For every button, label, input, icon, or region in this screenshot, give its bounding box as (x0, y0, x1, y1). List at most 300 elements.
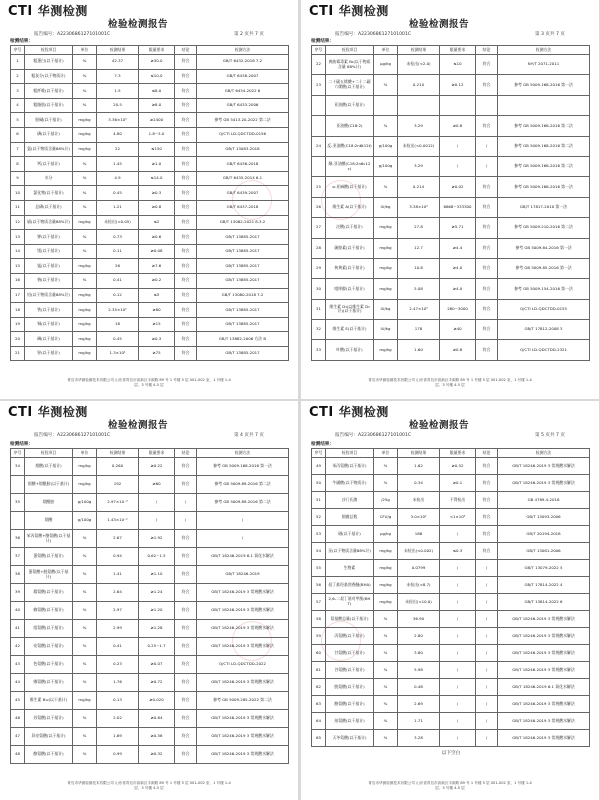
table-cell: 9 (11, 171, 25, 186)
table-cell: % (374, 177, 398, 197)
table-cell: 符合 (175, 620, 197, 638)
table-row (11, 332, 289, 347)
table-cell: / (197, 512, 289, 530)
footer-address: 青岛市华测检测技术有限公司 山东省青岛市高新区丰源路 89 号 1 号楼 5 层 001-002 室、1 号楼 1-4 (67, 378, 231, 382)
table-cell: GB/T 18246-2019 3 常规酸水解法 (498, 611, 590, 628)
table-cell: 3.38×10⁴ (398, 197, 440, 217)
table-cell: 22 (312, 55, 326, 75)
table-cell: / (476, 662, 498, 679)
table-cell: GB/T 17812-2008 3 (498, 320, 590, 340)
table-cell: 镁(以干基计) (25, 244, 73, 259)
table-cell: 铜(以干基计) (25, 317, 73, 332)
table-cell: 胱氨酸(以干基计) (326, 679, 374, 696)
table-cell: 粗蛋白(以干基计) (25, 55, 73, 70)
table-cell: 20.5 (97, 98, 139, 113)
table-cell: % (73, 548, 97, 566)
table-cell: 烟酸(以干基计) (25, 458, 73, 476)
table-row (312, 218, 590, 238)
table-row (312, 696, 590, 713)
table-cell: 2.97 (97, 602, 139, 620)
table-cell: 亚油酸(C18:2) (326, 116, 374, 136)
table-cell: 酪氨酸(以干基计) (326, 696, 374, 713)
table-cell: ≥0.12 (440, 75, 476, 95)
table-cell: 7 (11, 142, 25, 157)
table-cell: 丝氨酸(以干基计) (326, 713, 374, 730)
table-cell: 胆碱(以干基计) (25, 113, 73, 128)
table-row (11, 602, 289, 620)
table-cell: 48 (11, 746, 25, 764)
table-cell: 25 (312, 177, 326, 197)
table-cell: 符合 (175, 346, 197, 361)
table-row (312, 279, 590, 299)
footer-address: 青岛市华测检测技术有限公司 山东省青岛市高新区丰源路 89 号 1 号楼 5 层 001-002 室、1 号楼 1-4 (67, 781, 231, 785)
table-cell: 0.94 (97, 548, 139, 566)
cti-logo (309, 403, 389, 420)
table-cell: 186 (398, 526, 440, 543)
table-cell: GB/T 6436-2018 (197, 157, 289, 172)
table-row (11, 244, 289, 259)
column-header: 检测方法 (197, 46, 289, 55)
table-cell: 34 (11, 458, 25, 476)
table-cell: 2.35×10² (97, 303, 139, 318)
page-footer (8, 781, 290, 791)
table-cell: 56 (312, 577, 326, 594)
table-cell: ≤5 (139, 288, 175, 303)
table-cell: / (476, 577, 498, 594)
table-cell: ≥0.8 (440, 340, 476, 360)
table-cell: % (73, 566, 97, 584)
table-cell: / (440, 526, 476, 543)
table-cell: ≥0.22 (139, 458, 175, 476)
table-cell: GB/T 18246-2019 3 常规酸水解法 (498, 713, 590, 730)
table-cell: 1.45 (97, 157, 139, 172)
table-cell: GB/T 18246-2019 3 常规酸水解法 (498, 475, 590, 492)
table-cell: ≥0.2 (139, 273, 175, 288)
table-cell: 52 (312, 509, 326, 526)
table-cell: 顺-亚油酸(C18:2n6c12c) (326, 156, 374, 176)
table-cell: 50 (312, 475, 326, 492)
table-cell: 蛋氨酸(以干基计) (25, 548, 73, 566)
table-cell: 亚油酸(以干基计) (326, 95, 374, 115)
table-cell: GB/T 18246-2019 3 常规酸水解法 (197, 638, 289, 656)
table-cell: 符合 (175, 548, 197, 566)
table-cell: 24 (312, 136, 326, 156)
table-cell: 参考 GB 5009.168-2016 第一法 (197, 458, 289, 476)
table-cell: 5.08 (398, 279, 440, 299)
table-cell: 参考 GB 5009.210-2016 第二法 (498, 218, 590, 238)
table-cell: % (73, 584, 97, 602)
table-cell: 4 (11, 98, 25, 113)
cti-logo (8, 2, 88, 19)
table-cell: ≥4.4 (440, 238, 476, 258)
table-cell: 氯(以干物质含量88%计) (25, 142, 73, 157)
table-cell: 符合 (476, 458, 498, 475)
table-row (11, 512, 289, 530)
table-cell: 62 (312, 679, 326, 696)
table-cell: ≤8.0 (139, 84, 175, 99)
table-cell: / (440, 713, 476, 730)
table-cell: 铅(以干物质含量88%计) (25, 288, 73, 303)
table-cell: 60 (312, 645, 326, 662)
logo-latin: CTI (8, 405, 33, 420)
table-cell: 14 (11, 244, 25, 259)
table-cell: ≥2400 (139, 113, 175, 128)
table-cell: GB/T 17817-2010 第一法 (498, 197, 590, 217)
table-cell: / (139, 512, 175, 530)
table-cell: 符合 (476, 543, 498, 560)
table-cell: ≥75 (139, 346, 175, 361)
table-cell: % (73, 69, 97, 84)
table-row (312, 713, 590, 730)
table-cell: 280~3000 (440, 299, 476, 319)
footer-address: 青岛市华测检测技术有限公司 山东省青岛市高新区丰源路 89 号 1 号楼 5 层 001-002 室、1 号楼 1-4 (368, 781, 532, 785)
table-cell: % (73, 530, 97, 548)
table-cell: 26 (312, 197, 326, 217)
table-cell: / (440, 156, 476, 176)
table-cell: 泛酸(以干基计) (326, 218, 374, 238)
table-cell: 谷氨酸(以干基计) (326, 662, 374, 679)
table-cell: 符合 (476, 218, 498, 238)
column-header: 限量要求 (440, 449, 476, 458)
table-cell: 总磷(以干基计) (25, 200, 73, 215)
table-cell: 符合 (175, 530, 197, 548)
table-cell: 6 (11, 127, 25, 142)
column-header: 检测方法 (498, 46, 590, 55)
table-cell: 符合 (476, 492, 498, 509)
table-cell: mg/kg (73, 476, 97, 494)
table-cell: GB/T 13885-2017 (197, 303, 289, 318)
table-row (312, 299, 590, 319)
table-cell: 6668~333300 (440, 197, 476, 217)
table-cell: / (440, 577, 476, 594)
table-cell: mg/kg (374, 238, 398, 258)
table-cell: 16 (11, 273, 25, 288)
table-cell: 参考 GB 5009.89-2016 第二法 (197, 494, 289, 512)
table-cell: / (139, 494, 175, 512)
table-cell: 符合 (476, 320, 498, 340)
table-cell: 27.8 (398, 218, 440, 238)
table-cell: 符合 (175, 244, 197, 259)
table-cell: 2.02 (97, 710, 139, 728)
table-cell: 碘(以干基计) (25, 332, 73, 347)
table-cell: 2,6-二叔丁基对甲酚(BHT) (326, 594, 374, 611)
table-cell: 参考 GB 5009.85-2016 第一法 (498, 258, 590, 278)
table-cell: GB/T 6439-2007 (197, 186, 289, 201)
table-row (312, 116, 590, 136)
table-row (11, 346, 289, 361)
table-cell: ≥30.0 (139, 55, 175, 70)
table-cell: 58 (312, 611, 326, 628)
table-cell: 10 (11, 186, 25, 201)
results-table (311, 448, 590, 747)
table-cell: 10.8 (398, 258, 440, 278)
table-cell: 12 (11, 215, 25, 230)
table-cell: / (476, 611, 498, 628)
table-cell: GB/T 18246-2019 6.1 氧化水解法 (498, 679, 590, 696)
report-title: 检验检测报告 (409, 420, 470, 431)
table-cell: 符合 (175, 746, 197, 764)
table-cell: 参考 GB 5009.168-2016 第一法 (498, 75, 590, 95)
table-cell: 参考 GB 5009.89-2016 第二法 (197, 476, 289, 494)
table-cell: ≥0.8 (139, 200, 175, 215)
table-cell: 锰(以干基计) (25, 259, 73, 274)
table-cell: ≥1.92 (139, 530, 175, 548)
table-cell: ≥0.32 (139, 746, 175, 764)
table-cell: / (440, 628, 476, 645)
table-cell: μg/kg (374, 526, 398, 543)
table-cell: 符合 (175, 303, 197, 318)
table-cell: GB/T 6432-2018 7.2 (197, 55, 289, 70)
table-cell: 参考 GB 5009.154-2016 第一法 (498, 279, 590, 299)
table-cell: ≥1.10 (139, 566, 175, 584)
table-cell: 0.73 (97, 230, 139, 245)
table-cell: ≥1.24 (139, 584, 175, 602)
table-cell: 参考 GB 5009.168-2016 第一法 (498, 177, 590, 197)
table-cell: ≥0.1 (440, 475, 476, 492)
table-cell: % (73, 244, 97, 259)
table-header-row (11, 449, 289, 458)
table-cell: ≥60 (139, 476, 175, 494)
page-header (309, 403, 591, 431)
table-cell: 0.13 (97, 692, 139, 710)
table-cell: mg/kg (73, 113, 97, 128)
table-cell: / (440, 696, 476, 713)
table-cell: 符合 (175, 638, 197, 656)
table-cell: 符合 (476, 299, 498, 319)
table-cell: 17 (11, 288, 25, 303)
table-cell: ≥0.8 (440, 116, 476, 136)
table-cell: % (73, 620, 97, 638)
table-cell: mg/kg (73, 458, 97, 476)
table-cell: 苯丙氨酸(以干基计) (326, 458, 374, 475)
column-header: 结论 (175, 46, 197, 55)
table-cell: GB/T 13885-2017 (197, 244, 289, 259)
table-cell: mg/kg (374, 543, 398, 560)
table-cell: 42.37 (97, 55, 139, 70)
table-cell: 符合 (175, 215, 197, 230)
section-label: 检测结果： (10, 442, 33, 447)
table-row (312, 136, 590, 156)
table-cell: 符合 (175, 55, 197, 70)
table-cell: 钾(以干基计) (25, 230, 73, 245)
table-cell: 吡哆醇(以干基计) (326, 279, 374, 299)
table-row (312, 475, 590, 492)
table-cell: 22 (97, 142, 139, 157)
table-cell: ≥15 (139, 317, 175, 332)
table-cell: 粗脂肪(以干基计) (25, 98, 73, 113)
table-cell: GB/T 18246-2019 3 常规酸水解法 (197, 602, 289, 620)
table-cell: % (73, 746, 97, 764)
table-cell: 18 (97, 317, 139, 332)
table-cell: 维生素 B₁₂(以干基计) (25, 692, 73, 710)
table-cell: 41 (11, 620, 25, 638)
table-cell: ≥0.08 (139, 244, 175, 259)
table-cell: 参考 GB 5009.285-2022 第二法 (197, 692, 289, 710)
table-cell: 沙门氏菌 (326, 492, 374, 509)
table-cell: mg/kg (73, 346, 97, 361)
table-row (11, 692, 289, 710)
table-cell: 精氨酸(以干基计) (25, 584, 73, 602)
table-row (11, 317, 289, 332)
table-cell: 符合 (175, 332, 197, 347)
table-cell: 33 (312, 340, 326, 360)
table-cell: GB/T 18246-2019 3 常规酸水解法 (197, 728, 289, 746)
table-cell: 符合 (175, 259, 197, 274)
table-cell: GB/T 13814-2022 6 (498, 594, 590, 611)
table-cell: 26 (97, 259, 139, 274)
table-cell: mg/kg (374, 560, 398, 577)
report-page-2 (0, 0, 298, 399)
table-cell: % (73, 710, 97, 728)
table-cell: 烟酰胺 (25, 494, 73, 512)
table-cell: ≥0.52 (440, 458, 476, 475)
table-cell: ≥8.0 (139, 98, 175, 113)
table-cell: ≤0.3 (440, 543, 476, 560)
table-cell: ≥0.56 (139, 728, 175, 746)
table-cell: 钠(以干基计) (25, 273, 73, 288)
table-cell: / (476, 628, 498, 645)
page-header (8, 403, 290, 431)
table-cell: 2.67 (97, 530, 139, 548)
table-cell: / (440, 730, 476, 747)
table-cell: 铁(以干基计) (25, 303, 73, 318)
table-cell: % (73, 55, 97, 70)
table-cell: 镉(以干物质含量88%计) (25, 215, 73, 230)
table-cell: GB/T 13885-2017 (197, 273, 289, 288)
table-cell: 符合 (175, 84, 197, 99)
table-cell: ≤10.0 (139, 69, 175, 84)
results-table (10, 448, 289, 764)
table-cell: % (73, 186, 97, 201)
table-cell: 细菌总数 (326, 509, 374, 526)
table-cell: 2.99 (97, 620, 139, 638)
table-cell: 3.29 (398, 156, 440, 176)
table-row (11, 746, 289, 764)
table-cell: ≥1.20 (139, 602, 175, 620)
table-cell: GB/T 18246-2019 3 常规酸水解法 (197, 710, 289, 728)
table-cell: 13 (11, 230, 25, 245)
table-cell: 55 (312, 560, 326, 577)
table-cell: 1 (11, 55, 25, 70)
table-cell: 参考 GB 5009.168-2016 第二法 (498, 136, 590, 156)
table-cell: 未检出(<0.0012) (398, 136, 440, 156)
table-cell: 符合 (476, 116, 498, 136)
table-cell: 符合 (175, 142, 197, 157)
table-cell: % (73, 84, 97, 99)
table-cell: 3.29 (398, 116, 440, 136)
table-cell: ≥0.07 (139, 656, 175, 674)
table-cell: ≥0.84 (139, 710, 175, 728)
table-cell: 未检出(<8.7) (398, 577, 440, 594)
page-number: 第 3 页共 7 页 (534, 32, 565, 37)
column-header: 结论 (175, 449, 197, 458)
table-row (312, 75, 590, 95)
table-cell: 符合 (476, 238, 498, 258)
table-cell: GB/T 6438-2007 (197, 69, 289, 84)
table-cell (374, 95, 398, 115)
table-cell: 3.0×10² (398, 509, 440, 526)
table-cell: 未检出(<0.05) (97, 215, 139, 230)
table-cell: 47 (11, 728, 25, 746)
table-cell: 符合 (476, 526, 498, 543)
table-row (312, 679, 590, 696)
table-cell: % (73, 674, 97, 692)
table-cell: 192 (97, 476, 139, 494)
table-cell: 二十碳五烯酸+二十二碳六烯酸(以干基计) (326, 75, 374, 95)
table-cell: % (374, 645, 398, 662)
table-cell: 参考 GB 5009.168-2016 第二法 (498, 156, 590, 176)
logo-latin: CTI (8, 4, 33, 19)
table-cell: Q/CTI LD-QDCTDD-2321 (498, 340, 590, 360)
table-row (312, 509, 590, 526)
table-cell: / (476, 156, 498, 176)
table-cell: 组氨酸(以干基计) (25, 620, 73, 638)
table-cell: % (73, 273, 97, 288)
table-cell: / (175, 512, 197, 530)
table-cell: 符合 (175, 584, 197, 602)
table-row (312, 340, 590, 360)
table-cell: mg/kg (73, 142, 97, 157)
table-row (312, 95, 590, 115)
table-cell: 2.69 (398, 696, 440, 713)
table-cell: ≥0.02 (440, 177, 476, 197)
table-cell: GB/T 6433-2006 (197, 98, 289, 113)
table-cell: GB/T 18246-2019 3 常规酸水解法 (498, 662, 590, 679)
table-cell: 烟酸+烟酰胺(以干基计) (25, 476, 73, 494)
table-cell: 符合 (476, 279, 498, 299)
table-cell: 65 (312, 730, 326, 747)
table-cell: / (476, 594, 498, 611)
table-cell: ≥4.0 (440, 279, 476, 299)
table-cell: 符合 (175, 113, 197, 128)
seal-stamp (232, 180, 272, 220)
table-cell: 甘氨酸(以干基计) (326, 645, 374, 662)
table-cell: 参考 GB 5009.168-2016 第二法 (498, 116, 590, 136)
section-label: 检测结果： (311, 39, 334, 44)
table-cell: 符合 (175, 273, 197, 288)
table-cell (11, 512, 25, 530)
table-cell: / (476, 730, 498, 747)
table-cell: / (476, 645, 498, 662)
table-row (312, 55, 590, 75)
table-cell: / (440, 679, 476, 696)
table-cell: 色氨酸(以干基计) (25, 656, 73, 674)
table-row (11, 566, 289, 584)
column-header: 序号 (11, 46, 25, 55)
column-header: 结论 (476, 449, 498, 458)
table-cell: 生物素 (326, 560, 374, 577)
table-cell: 1.62 (398, 458, 440, 475)
table-cell: 氨基酸总量(以干基计) (326, 611, 374, 628)
table-cell: mg/kg (73, 127, 97, 142)
column-header: 检验项目 (25, 46, 73, 55)
table-row (11, 84, 289, 99)
table-cell: 符合 (476, 258, 498, 278)
table-row (11, 458, 289, 476)
table-cell: / (476, 136, 498, 156)
section-label: 检测结果： (10, 39, 33, 44)
column-header: 序号 (312, 46, 326, 55)
table-cell: 0.48 (398, 679, 440, 696)
table-cell: 硫胺素(以干基计) (326, 238, 374, 258)
column-header: 检验项目 (326, 46, 374, 55)
table-cell: 符合 (476, 340, 498, 360)
table-cell: 23 (312, 75, 326, 95)
table-cell: 28 (312, 238, 326, 258)
table-cell: ≤14.0 (139, 171, 175, 186)
seal-stamp (321, 180, 361, 220)
column-header: 单位 (374, 46, 398, 55)
